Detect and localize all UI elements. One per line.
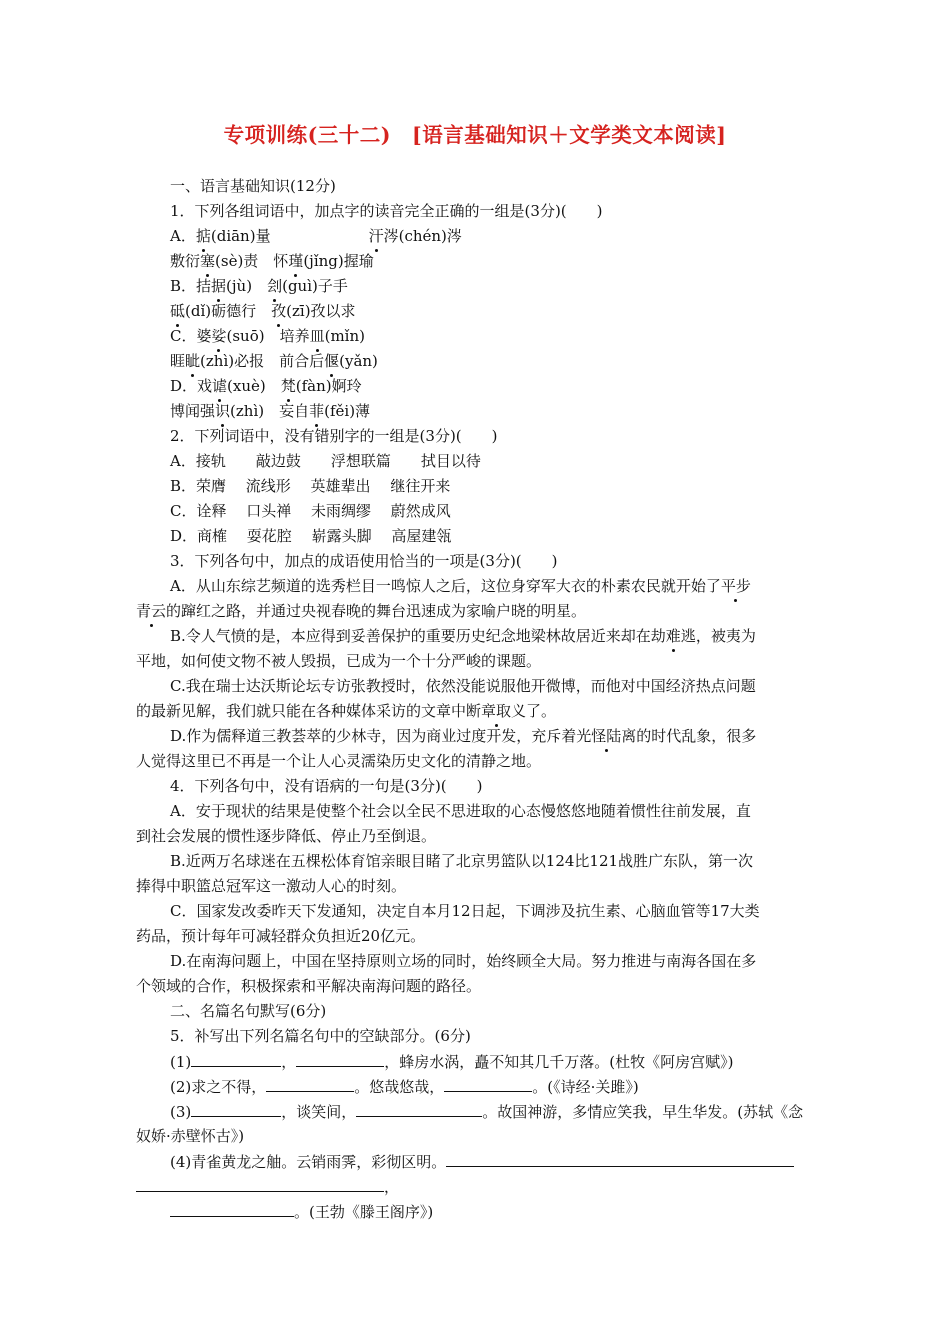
- option-line: C.我在瑞士达沃斯论坛专访张教授时，依然没能说服他开微博，而他对中国经济热点问题: [170, 677, 756, 695]
- option-line: A．掂(diān)量 汗涔(chén)涔: [170, 227, 462, 245]
- option-line: B．拮据(jù) 刽(guì)子手: [170, 277, 348, 295]
- blank-line: [170, 1201, 294, 1217]
- option-line: 的最新见解，我们就只能在各种媒体采访的文章中断章取义了。: [136, 702, 557, 720]
- option-line: D.在南海问题上，中国在坚持原则立场的同时，始终顾全大局。努力推进与南海各国在多: [170, 952, 757, 970]
- option-line: 到社会发展的惯性逐步降低、停止乃至倒退。: [136, 827, 437, 845]
- option-line: D．商榷 耍花腔 崭露头脚 高屋建瓴: [170, 527, 452, 545]
- blank-line: [266, 1076, 354, 1092]
- blank-line: [136, 1176, 384, 1192]
- option-line: 捧得中职篮总冠军这一激动人心的时刻。: [136, 877, 407, 895]
- option-line: 个领域的合作，积极探索和平解决南海问题的路径。: [136, 977, 482, 995]
- option-line: C．诠释 口头禅 未雨绸缪 蔚然成风: [170, 502, 451, 520]
- option-line: 敷衍塞(sè)责 怀瑾(jǐng)握瑜: [170, 252, 374, 270]
- option-line: 青云的蹿红之路，并通过央视春晚的舞台迅速成为家喻户晓的明星。: [136, 602, 587, 620]
- question-stem: 1．下列各组词语中，加点字的读音完全正确的一组是(3分)( ): [170, 202, 603, 220]
- option-line: B.令人气愤的是，本应得到妥善保护的重要历史纪念地梁林故居近来却在劫难逃，被夷为: [170, 627, 756, 645]
- option-line: B.近两万名球迷在五棵松体育馆亲眼目睹了北京男篮队以124比121战胜广东队，第一次: [170, 852, 754, 870]
- option-line: A．从山东综艺频道的选秀栏目一鸣惊人之后，这位身穿军大衣的朴素农民就开始了平步: [170, 577, 751, 595]
- fill-blank-line: 。(王勃《滕王阁序》): [170, 1201, 433, 1222]
- option-line: D.作为儒释道三教荟萃的少林寺，因为商业过度开发，充斥着光怪陆离的时代乱象，很多: [170, 727, 757, 745]
- option-line: 睚眦(zhì)必报 前合后偃(yǎn): [170, 352, 378, 370]
- question-stem: 3．下列各句中，加点的成语使用恰当的一项是(3分)( ): [170, 552, 558, 570]
- question-stem: 2．下列词语中，没有错别字的一组是(3分)( ): [170, 427, 498, 445]
- option-line: 博闻强识(zhì) 妄自菲(fěi)薄: [170, 402, 371, 420]
- fill-blank-line: (4)青雀黄龙之舳。云销雨霁，彩彻区明。: [170, 1151, 794, 1172]
- option-line: 砥(dǐ)砺德行 孜(zī)孜以求: [170, 302, 356, 320]
- option-line: A．安于现状的结果是使整个社会以全民不思进取的心态慢悠悠地随着惯性往前发展，直: [170, 802, 751, 820]
- blank-line: [191, 1101, 281, 1117]
- fill-blank-line: (2)求之不得， 。悠哉悠哉， 。(《诗经·关雎》): [170, 1078, 639, 1096]
- blank-line: [191, 1051, 281, 1067]
- question-stem: 4．下列各句中，没有语病的一句是(3分)( ): [170, 777, 483, 795]
- section-heading: 一、语言基础知识(12分): [170, 177, 336, 195]
- option-line: A．接轨 敲边鼓 浮想联篇 拭目以待: [170, 452, 481, 470]
- option-line: 平地，如何使文物不被人毁损，已成为一个十分严峻的课题。: [136, 652, 542, 670]
- option-line: 人觉得这里已不再是一个让人心灵濡染历史文化的清静之地。: [136, 752, 542, 770]
- option-line: D．戏谑(xuè) 梵(fàn)婀玲: [170, 377, 362, 395]
- fill-blank-line: 奴娇·赤壁怀古》): [136, 1127, 245, 1145]
- blank-line: [356, 1101, 482, 1117]
- section-heading: 二、名篇名句默写(6分): [170, 1002, 327, 1020]
- fill-blank-line: ，: [136, 1176, 399, 1197]
- blank-line: [296, 1051, 384, 1067]
- option-line: 药品，预计每年可减轻群众负担近20亿元。: [136, 927, 426, 945]
- page-title: 专项训练(三十二) [语言基础知识＋文学类文本阅读]: [223, 123, 727, 147]
- question-stem: 5．补写出下列名篇名句中的空缺部分。(6分): [170, 1027, 471, 1045]
- fill-blank-line: (3) ，谈笑间， 。故国神游，多情应笑我，早生华发。(苏轼《念: [170, 1103, 804, 1121]
- blank-line: [444, 1076, 532, 1092]
- fill-blank-line: (1) ， ，蜂房水涡，矗不知其几千万落。(杜牧《阿房宫赋》): [170, 1053, 734, 1071]
- option-line: B．荣膺 流线形 英雄辈出 继往开来: [170, 477, 451, 495]
- option-line: C．婆娑(suō) 培养皿(mǐn): [170, 327, 365, 345]
- option-line: C．国家发改委昨天下发通知，决定自本月12日起，下调涉及抗生素、心脑血管等17大类: [170, 902, 760, 920]
- blank-line: [446, 1151, 794, 1167]
